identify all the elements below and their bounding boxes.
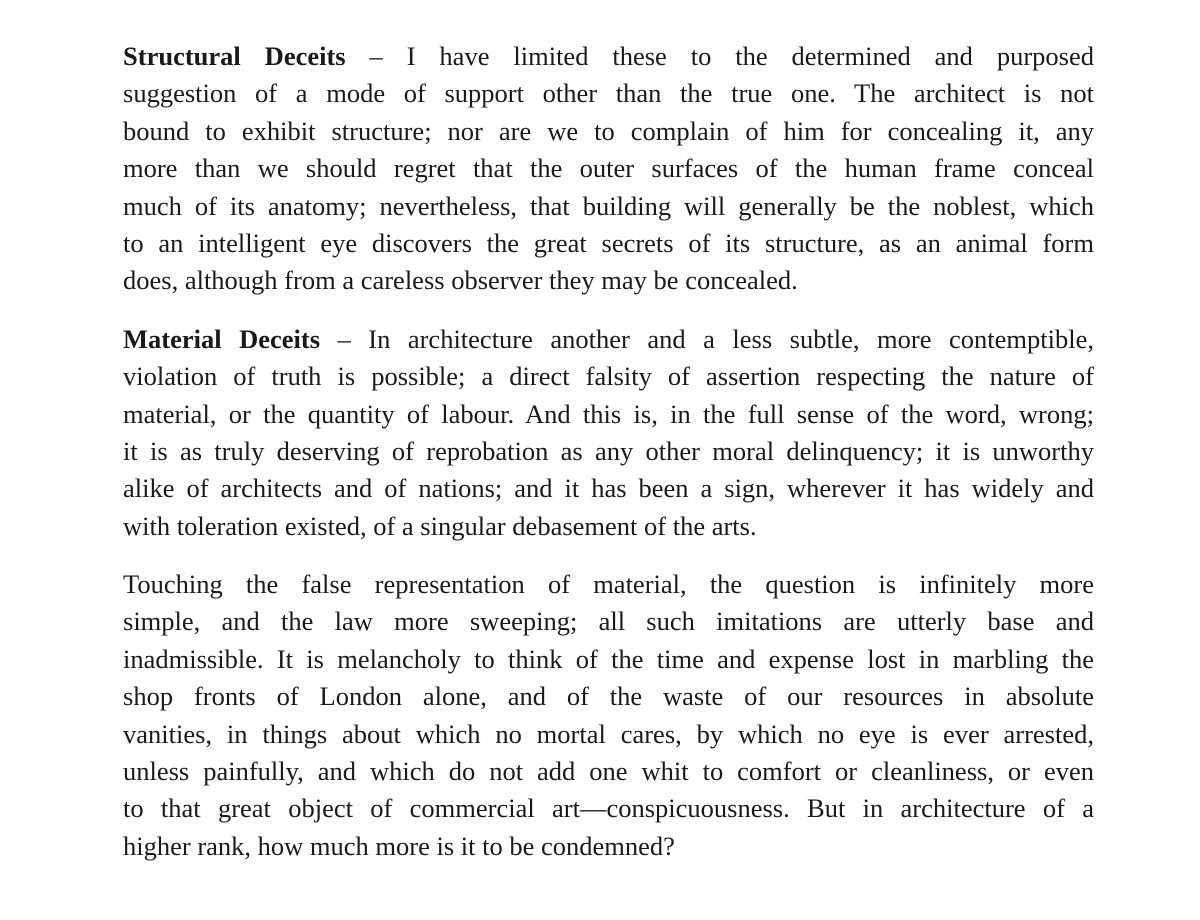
line-text: it is as truly deserving of reprobation as any other moral delinquency; it is unworthy (123, 435, 1094, 466)
line-text: higher rank, how much more is it to be condemned? (123, 830, 675, 861)
line-text: shop fronts of London alone, and of the waste of our resources in absolute (123, 681, 1094, 712)
text-line (123, 38, 1094, 75)
text-line (123, 225, 1094, 262)
line-text: to an intelligent eye discovers the great secrets of its structure, as an animal form (123, 227, 1094, 258)
line-text: with toleration existed, of a singular debasement of the arts. (123, 510, 757, 541)
line-text: does, although from a careless observer they may be concealed. (123, 265, 798, 296)
line-text: unless painfully, and which do not add one whit to comfort or cleanliness, or even (123, 756, 1094, 787)
text-line (123, 790, 1094, 827)
line-text: suggestion of a mode of support other than the true one. The architect is not (123, 78, 1094, 109)
line-text: bound to exhibit structure; nor are we to complain of him for concealing it, any (123, 115, 1094, 146)
line-text: inadmissible. It is melancholy to think of the time and expense lost in marbling the (123, 643, 1094, 674)
text-line (123, 828, 1094, 865)
text-line (123, 262, 1094, 299)
paragraph (123, 321, 1094, 545)
line-text: much of its anatomy; nevertheless, that building will generally be the noblest, which (123, 190, 1094, 221)
section-label: Material Deceits (123, 323, 321, 354)
line-text: Touching the false representation of material, the question is infinitely more (123, 569, 1094, 600)
line-text: to that great object of commercial art—conspicuousness. But in architecture of a (123, 793, 1094, 824)
text-line (123, 358, 1094, 395)
text-line (123, 508, 1094, 545)
text-line (123, 321, 1094, 358)
line-text: vanities, in things about which no mortal cares, by which no eye is ever arrested, (123, 718, 1094, 749)
line-text: simple, and the law more sweeping; all such imitations are utterly base and (123, 606, 1094, 637)
text-line (123, 150, 1094, 187)
text-line (123, 753, 1094, 790)
text-line (123, 470, 1094, 507)
text-line (123, 641, 1094, 678)
line-text: violation of truth is possible; a direct falsity of assertion respecting the nature of (123, 361, 1094, 392)
text-line (123, 396, 1094, 433)
text-line (123, 433, 1094, 470)
text-line (123, 603, 1094, 640)
text-line (123, 716, 1094, 753)
text-line (123, 678, 1094, 715)
line-text: – In architecture another and a less subtle, more contemptible, (320, 323, 1094, 354)
text-line (123, 75, 1094, 112)
text-line (123, 113, 1094, 150)
document-page (123, 38, 1094, 886)
line-text: – I have limited these to the determined and purposed (345, 41, 1094, 71)
paragraph (123, 566, 1094, 865)
section-label: Structural Deceits (123, 41, 346, 71)
line-text: material, or the quantity of labour. And this is, in the full sense of the word, wrong; (123, 398, 1094, 429)
text-line (123, 188, 1094, 225)
line-text: alike of architects and of nations; and it has been a sign, wherever it has widely and (123, 473, 1094, 504)
text-line (123, 566, 1094, 603)
paragraph (123, 38, 1094, 300)
line-text: more than we should regret that the outer surfaces of the human frame conceal (123, 153, 1094, 184)
